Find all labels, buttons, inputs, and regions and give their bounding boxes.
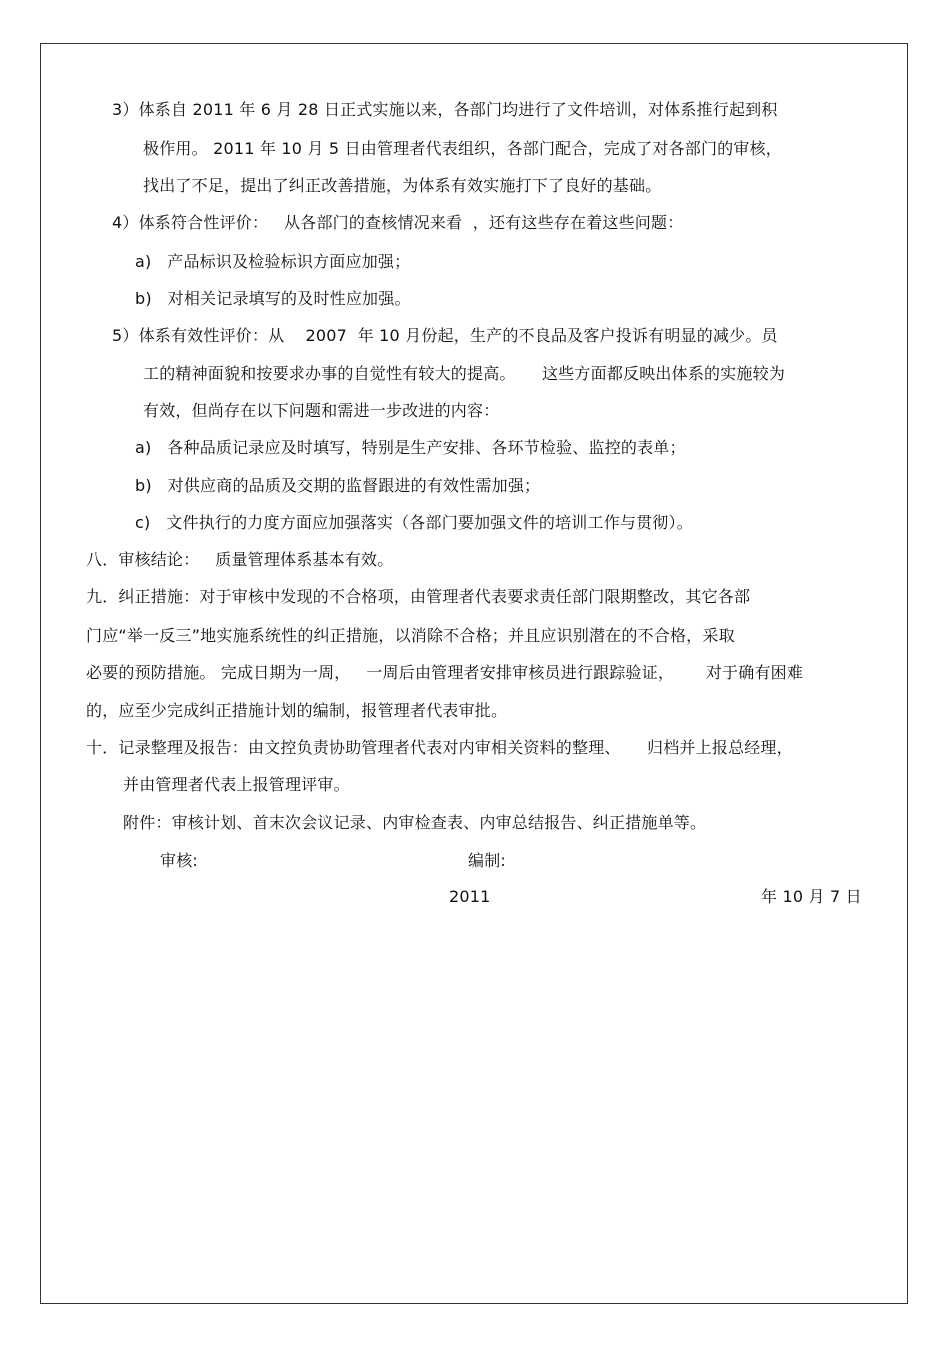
section-heading: 十．记录整理及报告：由文控负责协助管理者代表对内审相关资料的整理、 归档并上报总经理，: [86, 738, 793, 757]
list-item: b) 对相关记录填写的及时性应加强。: [135, 289, 411, 308]
text-line: 3）体系自 2011 年 6 月 28 日正式实施以来，各部门均进行了文件培训，对体系推行起到积: [112, 100, 778, 119]
section-heading: 九．纠正措施：对于审核中发现的不合格项，由管理者代表要求责任部门限期整改，其它各部: [86, 587, 751, 606]
text-line: 5）体系有效性评价：从 2007 年 10 月份起，生产的不良品及客户投诉有明显的减少。员: [112, 326, 778, 345]
date-year: 2011: [449, 887, 491, 906]
attachments-line: 附件：审核计划、首末次会议记录、内审检查表、内审总结报告、纠正措施单等。: [123, 813, 707, 832]
text-line: 的，应至少完成纠正措施计划的编制，报管理者代表审批。: [86, 701, 508, 720]
review-signature-label: 审核:: [160, 851, 198, 870]
date-month-day: 年 10 月 7 日: [761, 887, 862, 906]
list-item: c) 文件执行的力度方面应加强落实（各部门要加强文件的培训工作与贯彻）。: [135, 513, 693, 532]
edit-signature-label: 编制:: [468, 851, 506, 870]
text-line: 极作用。 2011 年 10 月 5 日由管理者代表组织，各部门配合，完成了对各部门的审核，: [143, 139, 782, 158]
list-item: a) 产品标识及检验标识方面应加强；: [135, 252, 411, 271]
text-line: 门应“举一反三”地实施系统性的纠正措施，以消除不合格；并且应识别潜在的不合格，采取: [86, 626, 735, 645]
text-line: 工的精神面貌和按要求办事的自觉性有较大的提高。 这些方面都反映出体系的实施较为: [143, 364, 786, 383]
text-line: 必要的预防措施。 完成日期为一周， 一周后由管理者安排审核员进行跟踪验证， 对于确有困难: [86, 663, 804, 682]
text-line: 4）体系符合性评价： 从各部门的查核情况来看 ，还有这些存在着这些问题：: [112, 213, 684, 232]
section-heading: 八．审核结论： 质量管理体系基本有效。: [86, 550, 394, 569]
list-item: b) 对供应商的品质及交期的监督跟进的有效性需加强；: [135, 476, 541, 495]
text-line: 有效，但尚存在以下问题和需进一步改进的内容：: [143, 401, 500, 420]
list-item: a) 各种品质记录应及时填写，特别是生产安排、各环节检验、监控的表单；: [135, 438, 686, 457]
text-line: 并由管理者代表上报管理评审。: [123, 775, 350, 794]
text-line: 找出了不足，提出了纠正改善措施，为体系有效实施打下了良好的基础。: [143, 176, 662, 195]
